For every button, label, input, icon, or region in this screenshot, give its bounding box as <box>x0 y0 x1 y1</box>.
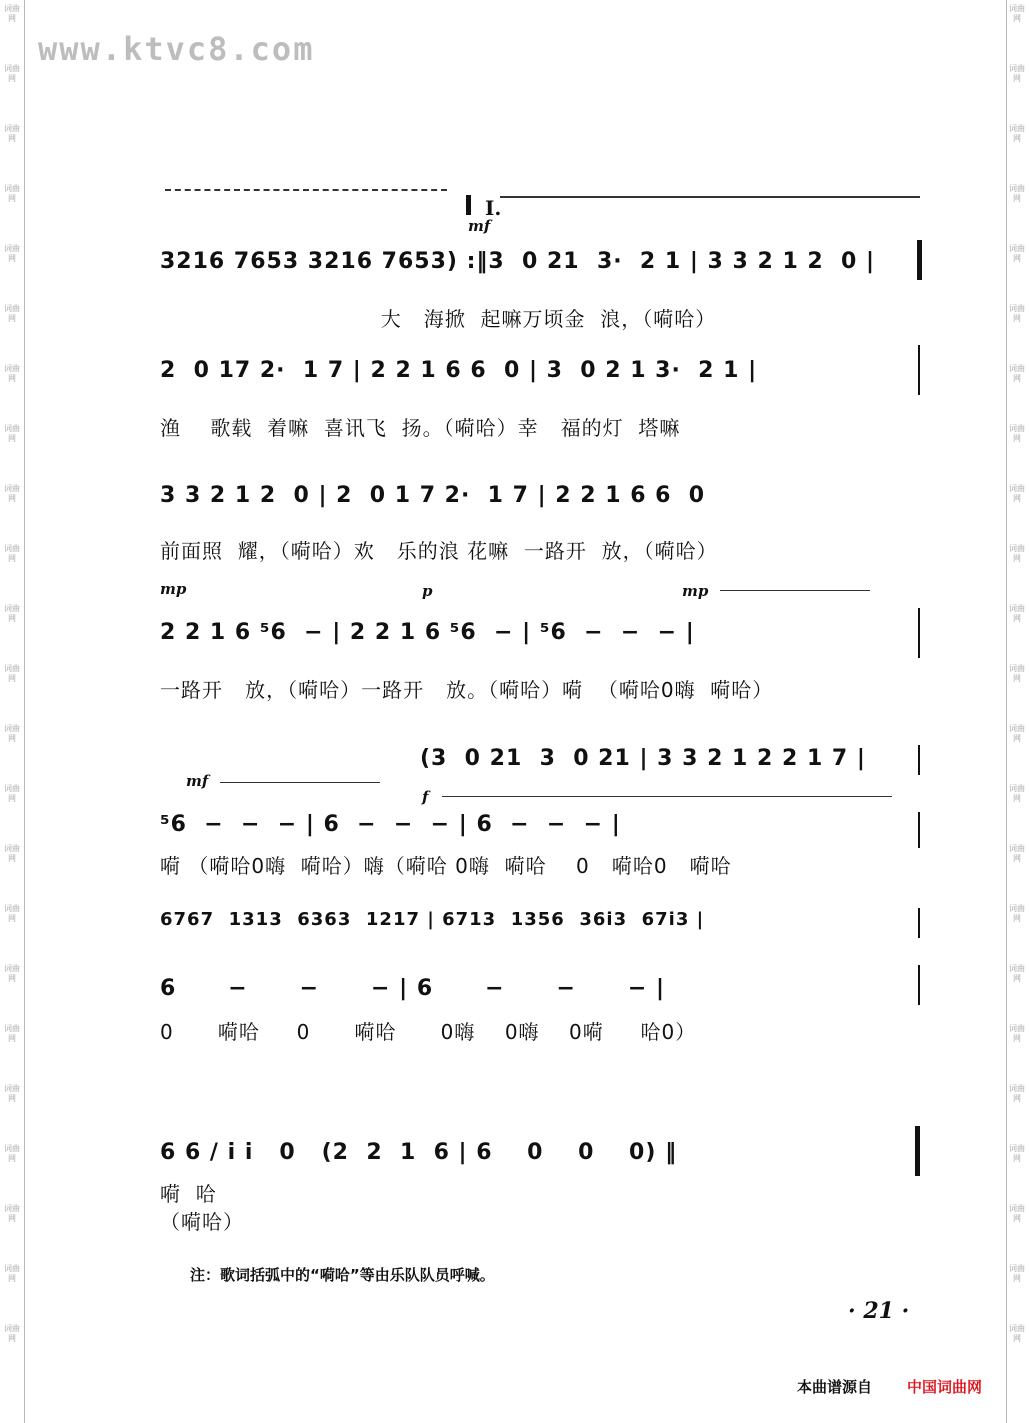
side-watermark-text: 词曲网 <box>4 1204 20 1223</box>
dynamic-marking: mp <box>682 582 709 600</box>
notation-line: 3 3 2 1 2 0 | 2 0 1 7 2· 1 7 | 2 2 1 6 6 0 <box>160 483 706 508</box>
side-watermark-text: 词曲网 <box>4 724 20 743</box>
side-watermark-text: 词曲网 <box>4 184 20 203</box>
score-system-6-upper <box>160 905 930 945</box>
notation-line: ⁵6 − − − | 6 − − − | 6 − − − | <box>160 812 621 837</box>
side-watermark-text: 词曲网 <box>1009 244 1025 263</box>
side-watermark-text: 词曲网 <box>1009 1084 1025 1103</box>
lyric-line: 嗬 哈 <box>160 1182 217 1206</box>
side-watermark-text: 词曲网 <box>1009 1144 1025 1163</box>
source-site-link[interactable]: 中国词曲网 <box>907 1378 983 1396</box>
footnote: 注：歌词括弧中的“嗬哈”等由乐队队员呼喊。 <box>190 1266 495 1284</box>
side-watermark-text: 词曲网 <box>4 1144 20 1163</box>
side-watermark-text: 词曲网 <box>4 664 20 683</box>
source-label: 本曲谱源自 <box>797 1378 873 1396</box>
side-watermark-text: 词曲网 <box>4 904 20 923</box>
barline <box>918 965 920 1005</box>
side-watermark-text: 词曲网 <box>4 64 20 83</box>
side-watermark-text: 词曲网 <box>1009 304 1025 323</box>
side-watermark-text: 词曲网 <box>4 964 20 983</box>
dynamic-marking: mf <box>186 772 209 790</box>
lyric-line: 前面照 耀，（嗬哈）欢 乐的浪 花嘛 一路开 放，（嗬哈） <box>160 539 718 563</box>
lyric-line: 大 海掀 起嘛万顷金 浪，（嗬哈） <box>160 307 717 331</box>
side-watermark-text: 词曲网 <box>1009 724 1025 743</box>
barline <box>918 908 920 938</box>
side-watermark-text: 词曲网 <box>1009 484 1025 503</box>
side-watermark-text: 词曲网 <box>4 364 20 383</box>
side-watermark-text: 词曲网 <box>4 1264 20 1283</box>
score-system-3 <box>160 475 930 575</box>
hairpin-line <box>720 590 870 592</box>
continuation-dash-line <box>165 189 447 191</box>
volta-bracket-line <box>500 196 920 198</box>
notation-line: 3216 7653 3216 7653) :‖3 0 21 3· 2 1 | 3 3 2 1 2 0 | <box>160 249 876 274</box>
barline <box>918 608 920 658</box>
side-watermark-text: 词曲网 <box>4 1024 20 1043</box>
side-watermark-text: 词曲网 <box>1009 1024 1025 1043</box>
side-watermark-text: 词曲网 <box>4 484 20 503</box>
barline <box>918 745 920 775</box>
lyric-line: 一路开 放，（嗬哈）一路开 放。（嗬哈）嗬 （嗬哈0嗨 嗬哈） <box>160 678 774 702</box>
notation-line: 6 − − − | 6 − − − | <box>160 976 665 1001</box>
side-watermark-text: 词曲网 <box>1009 124 1025 143</box>
side-watermark-text: 词曲网 <box>1009 64 1025 83</box>
dynamic-marking: mp <box>160 580 187 598</box>
score-system-2 <box>160 350 930 450</box>
side-watermark-text: 词曲网 <box>1009 784 1025 803</box>
side-watermark-text: 词曲网 <box>4 304 20 323</box>
side-watermark-text: 词曲网 <box>4 604 20 623</box>
side-watermark-text: 词曲网 <box>4 544 20 563</box>
left-margin-rule <box>24 0 25 1423</box>
site-watermark: www.ktvc8.com <box>38 30 315 68</box>
dynamic-marking: p <box>422 582 433 600</box>
side-watermark-text: 词曲网 <box>4 424 20 443</box>
hairpin-line <box>220 782 380 784</box>
score-system-4 <box>160 578 930 708</box>
side-watermark-text: 词曲网 <box>1009 844 1025 863</box>
side-watermark-right <box>1009 0 1025 1423</box>
score-system-7 <box>160 1080 930 1240</box>
dynamic-marking: f <box>422 788 429 806</box>
barline <box>918 345 920 395</box>
barline <box>466 195 471 215</box>
side-watermark-text: 词曲网 <box>1009 4 1025 23</box>
side-watermark-text: 词曲网 <box>4 124 20 143</box>
side-watermark-text: 词曲网 <box>1009 544 1025 563</box>
side-watermark-text: 词曲网 <box>1009 364 1025 383</box>
side-watermark-text: 词曲网 <box>1009 184 1025 203</box>
page-number: · 21 · <box>848 1298 910 1324</box>
side-watermark-text: 词曲网 <box>1009 424 1025 443</box>
score-system-1 <box>160 215 930 331</box>
side-watermark-text: 词曲网 <box>1009 1264 1025 1283</box>
side-watermark-text: 词曲网 <box>1009 904 1025 923</box>
notation-line: (3 0 21 3 0 21 | 3 3 2 1 2 2 1 7 | <box>420 746 866 771</box>
lyric-line: （嗬哈） <box>160 1210 244 1234</box>
lyric-line: 嗬 （嗬哈0嗨 嗬哈）嗨（嗬哈 0嗨 嗬哈 0 嗬哈0 嗬哈 <box>160 854 732 878</box>
lyric-line: 渔 歌载 着嘛 喜讯飞 扬。（嗬哈）幸 福的灯 塔嘛 <box>160 416 681 440</box>
final-barline <box>915 1126 920 1176</box>
score-system-5-lower <box>160 770 930 880</box>
dynamic-marking: mf <box>468 217 491 235</box>
lyric-line: 0 嗬哈 0 嗬哈 0嗨 0嗨 0嗬 哈0） <box>160 1020 697 1044</box>
notation-line: 2 2 1 6 ⁵6 − | 2 2 1 6 ⁵6 − | ⁵6 − − − | <box>160 620 695 645</box>
side-watermark-text: 词曲网 <box>4 784 20 803</box>
side-watermark-text: 词曲网 <box>4 844 20 863</box>
notation-line: 6 6 / i i 0 (2 2 1 6 | 6 0 0 0) ‖ <box>160 1140 678 1165</box>
notation-line: 6767 1313 6363 1217 | 6713 1356 36i3 67i3 | <box>160 909 705 930</box>
side-watermark-text: 词曲网 <box>1009 1324 1025 1343</box>
notation-line: 2 0 17 2· 1 7 | 2 2 1 6 6 0 | 3 0 2 1 3· 2 1 | <box>160 358 758 383</box>
side-watermark-text: 词曲网 <box>1009 604 1025 623</box>
right-margin-rule <box>1006 0 1007 1423</box>
side-watermark-left <box>4 0 20 1423</box>
barline <box>918 812 920 848</box>
side-watermark-text: 词曲网 <box>4 244 20 263</box>
side-watermark-text: 词曲网 <box>1009 964 1025 983</box>
barline <box>917 240 922 280</box>
hairpin-line <box>442 796 892 798</box>
side-watermark-text: 词曲网 <box>1009 664 1025 683</box>
side-watermark-text: 词曲网 <box>4 1084 20 1103</box>
score-system-6-lower <box>160 960 930 1060</box>
side-watermark-text: 词曲网 <box>4 1324 20 1343</box>
side-watermark-text: 词曲网 <box>4 4 20 23</box>
volta-marker: I. <box>485 196 502 220</box>
side-watermark-text: 词曲网 <box>1009 1204 1025 1223</box>
